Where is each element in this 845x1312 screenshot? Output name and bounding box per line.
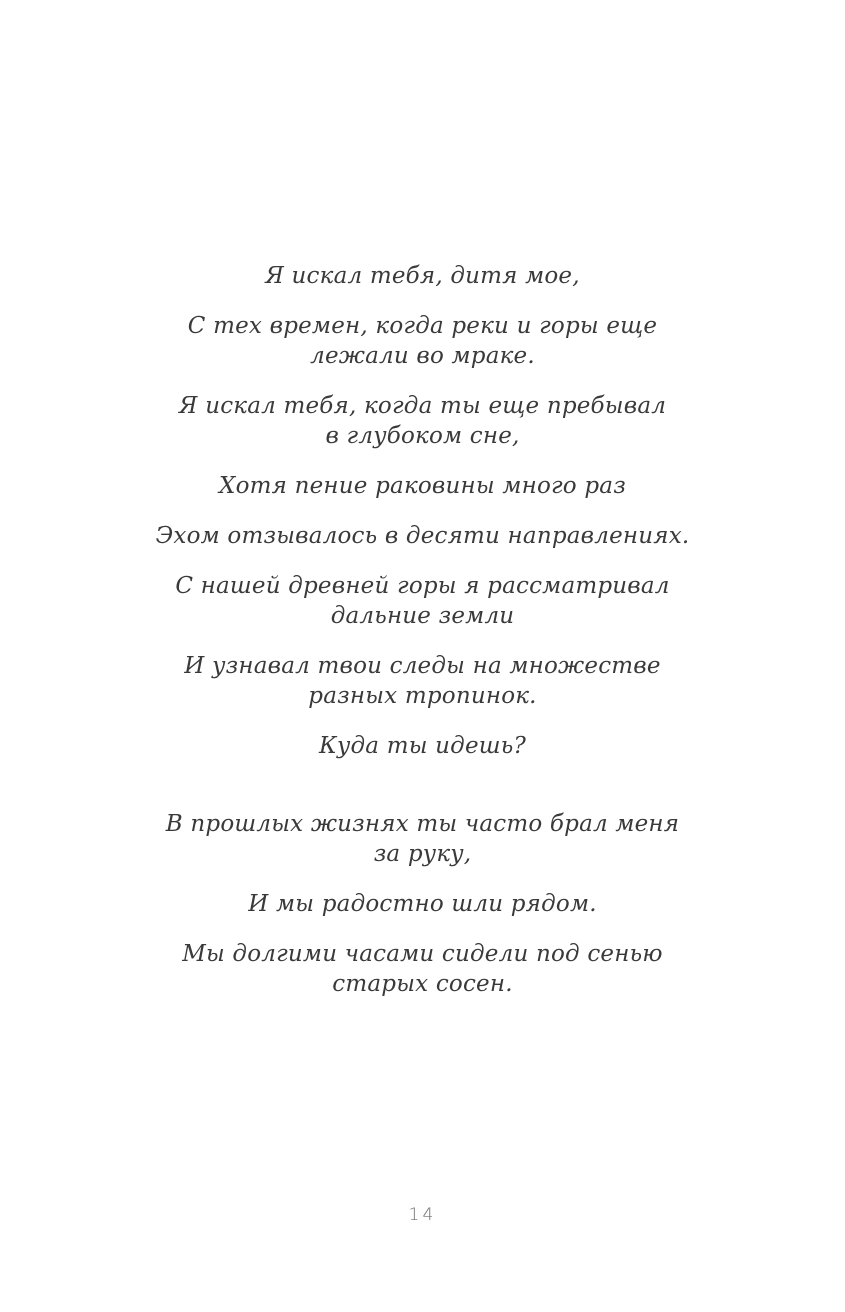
verse bbox=[63, 521, 783, 551]
verse bbox=[63, 571, 783, 631]
verse bbox=[63, 731, 783, 761]
verse-line: В прошлых жизнях ты часто брал меня bbox=[165, 811, 680, 837]
verse bbox=[63, 261, 783, 291]
verse bbox=[63, 889, 783, 919]
verse-line: И мы радостно шли рядом. bbox=[248, 891, 597, 917]
poem-text bbox=[63, 261, 783, 1019]
verse bbox=[63, 391, 783, 451]
verse-line: Я искал тебя, дитя мое, bbox=[265, 263, 580, 289]
verse-line: разных тропинок. bbox=[308, 683, 537, 709]
verse-line: Хотя пение раковины много раз bbox=[219, 473, 626, 499]
page-number: 14 bbox=[408, 1205, 437, 1225]
verse-line: И узнавал твои следы на множестве bbox=[184, 653, 661, 679]
verse-line: Я искал тебя, когда ты еще пребывал bbox=[178, 393, 667, 419]
verse-line: С нашей древней горы я рассматривал bbox=[175, 573, 670, 599]
verse-line: Куда ты идешь? bbox=[318, 733, 527, 759]
verse-line: за руку, bbox=[373, 841, 472, 867]
verse-line: Эхом отзывалось в десяти направлениях. bbox=[155, 523, 690, 549]
verse bbox=[63, 311, 783, 371]
verse bbox=[63, 651, 783, 711]
verse bbox=[63, 939, 783, 999]
verse-line: лежали во мраке. bbox=[310, 343, 535, 369]
verse bbox=[63, 809, 783, 869]
verse bbox=[63, 471, 783, 501]
verse-line: старых сосен. bbox=[332, 971, 513, 997]
verse-line: С тех времен, когда реки и горы еще bbox=[187, 313, 658, 339]
verse-line: в глубоком сне, bbox=[325, 423, 520, 449]
verse-line: дальние земли bbox=[330, 603, 515, 629]
verse-line: Мы долгими часами сидели под сенью bbox=[182, 941, 663, 967]
